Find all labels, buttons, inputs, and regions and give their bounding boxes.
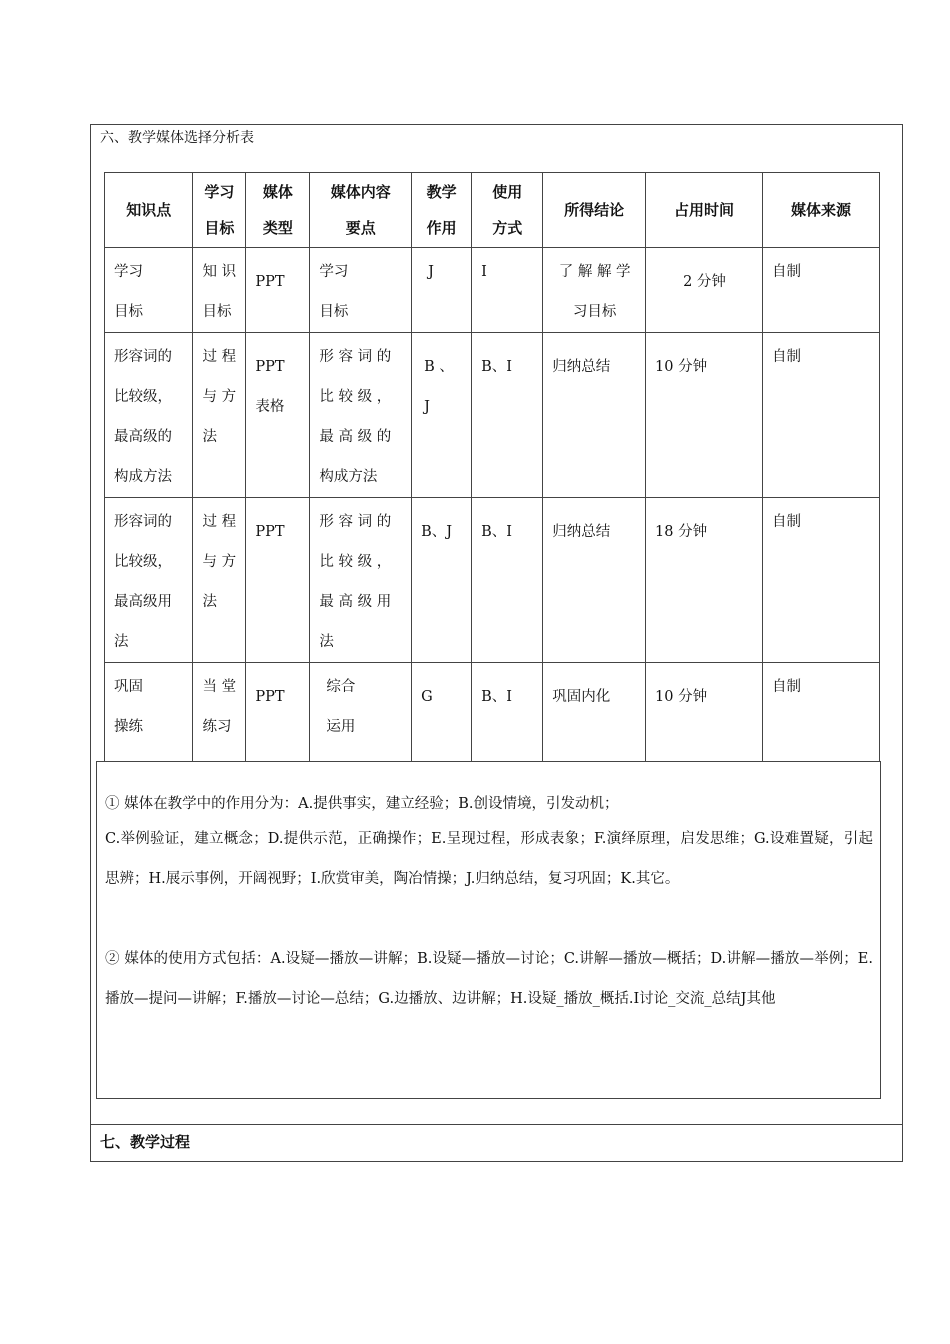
cell-content: 形 容 词 的 比 较 级 ， 最 高 级 的 构成方法: [310, 333, 412, 498]
cell-time: 10 分钟: [646, 333, 763, 498]
cell-type: PPT 表格: [246, 333, 310, 498]
header-cell: 使用 方式: [472, 173, 543, 248]
cell-topic: 形容词的 比较级， 最高级的 构成方法: [105, 333, 193, 498]
header-cell: 媒体内容 要点: [310, 173, 412, 248]
notes-box: [96, 761, 881, 1099]
header-cell: 教学 作用: [412, 173, 472, 248]
cell-role: J: [412, 248, 472, 333]
cell-content: 学习 目标: [310, 248, 412, 333]
cell-content: 综合 运用: [310, 663, 412, 773]
cell-goal: 当 堂 练习: [193, 663, 246, 773]
cell-goal: 过 程 与 方 法: [193, 498, 246, 663]
cell-topic: 学习 目标: [105, 248, 193, 333]
table-header-row: [105, 173, 880, 248]
note-media-roles-list: C.举例验证，建立概念；D.提供示范，正确操作；E.呈现过程，形成表象；F.演绎原理，启发思维；G.设难置疑，引起思辨；H.展示事例，开阔视野；I.欣赏审美，陶冶情操；J.归纳总结，复习巩固；K.其它。: [105, 831, 873, 887]
cell-time: 18 分钟: [646, 498, 763, 663]
note-media-roles-title: ① 媒体在教学中的作用分为：A.提供事实，建立经验；B.创设情境，引发动机；: [105, 796, 619, 812]
cell-source: 自制: [762, 663, 879, 773]
cell-type: PPT: [246, 498, 310, 663]
cell-time: 2 分钟: [646, 248, 763, 333]
cell-source: 自制: [762, 498, 879, 663]
header-cell: 媒体 类型: [246, 173, 310, 248]
cell-time: 10 分钟: [646, 663, 763, 773]
cell-usage: B、I: [472, 663, 543, 773]
cell-content: 形 容 词 的 比 较 级 ， 最 高 级 用 法: [310, 498, 412, 663]
cell-role: B 、 J: [412, 333, 472, 498]
cell-type: PPT: [246, 248, 310, 333]
header-cell: 所得结论: [543, 173, 646, 248]
cell-source: 自制: [762, 333, 879, 498]
cell-goal: 过 程 与 方 法: [193, 333, 246, 498]
cell-topic: 巩固 操练: [105, 663, 193, 773]
note-media-usage: ② 媒体的使用方式包括：A.设疑—播放—讲解；B.设疑—播放—讨论；C.讲解—播放—概括；D.讲解—播放—举例；E.播放—提问—讲解；F.播放—讨论—总结；G.边播放、边讲解；H.设疑_播放_概括.I讨论_交流_总结J其他: [105, 951, 873, 1007]
cell-conclusion: 归纳总结: [543, 333, 646, 498]
section7-title: 七、教学过程: [90, 1124, 903, 1162]
cell-usage: I: [472, 248, 543, 333]
table-row: [105, 248, 880, 333]
header-cell: 占用时间: [646, 173, 763, 248]
cell-usage: B、I: [472, 498, 543, 663]
media-analysis-table: [104, 172, 880, 773]
section6-title: 六、教学媒体选择分析表: [100, 130, 254, 146]
cell-conclusion: 归纳总结: [543, 498, 646, 663]
cell-conclusion: 巩固内化: [543, 663, 646, 773]
table-row: [105, 333, 880, 498]
table-row: [105, 498, 880, 663]
header-cell: 媒体来源: [762, 173, 879, 248]
cell-role: B、J: [412, 498, 472, 663]
cell-conclusion: 了 解 解 学 习目标: [543, 248, 646, 333]
cell-usage: B、I: [472, 333, 543, 498]
cell-role: G: [412, 663, 472, 773]
cell-source: 自制: [762, 248, 879, 333]
cell-type: PPT: [246, 663, 310, 773]
cell-topic: 形容词的 比较级， 最高级用 法: [105, 498, 193, 663]
cell-goal: 知 识 目标: [193, 248, 246, 333]
table-row: [105, 663, 880, 773]
header-cell: 学习 目标: [193, 173, 246, 248]
header-cell: 知识点: [105, 173, 193, 248]
